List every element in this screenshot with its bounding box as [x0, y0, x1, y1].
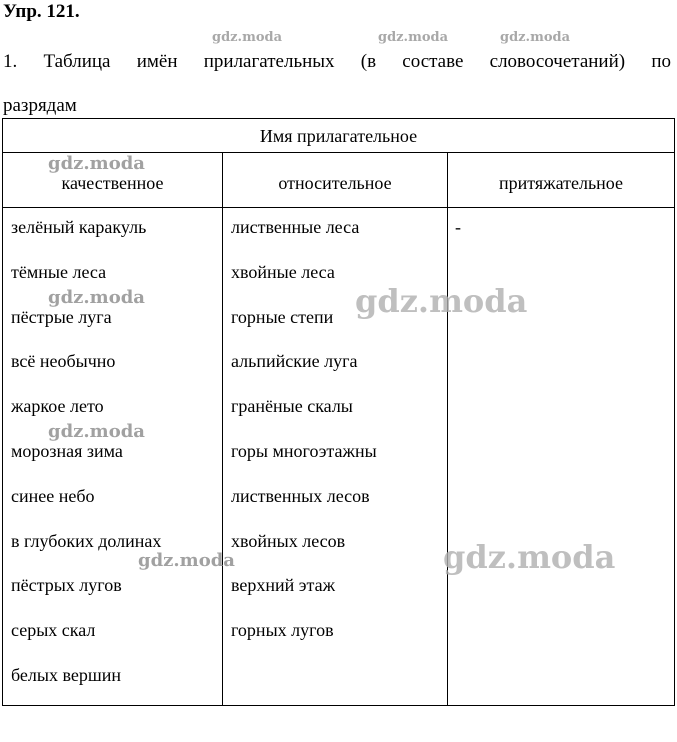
watermark: gdz.moda — [48, 421, 145, 442]
table-cell: горные степи — [231, 306, 334, 327]
watermark: gdz.moda — [378, 30, 449, 45]
table-cell: альпийские луга — [231, 351, 358, 372]
table-cell: зелёный каракуль — [11, 217, 147, 237]
watermark: gdz.moda — [48, 153, 145, 174]
intro-line-2: разрядам — [3, 95, 77, 116]
header-relative: относительное — [278, 173, 392, 193]
table-cell: всё необычно — [11, 351, 116, 372]
table-cell: белых вершин — [11, 665, 121, 685]
intro-line-1: 1. Таблица имён прилагательных (в составе словосочетаний) по — [3, 51, 671, 72]
table-cell: горных лугов — [231, 620, 334, 641]
header-qualitative: качественное — [61, 173, 164, 193]
table-cell: жаркое лето — [11, 396, 104, 417]
exercise-heading: Упр. 121. — [3, 1, 80, 22]
watermark: gdz.moda — [500, 30, 571, 45]
table-cell: пёстрых лугов — [11, 575, 122, 596]
table-cell: хвойные леса — [231, 261, 335, 282]
table-divider-header — [3, 207, 674, 208]
table-cell: пёстрые луга — [11, 306, 112, 327]
table-column-divider-2 — [447, 152, 448, 705]
table-cell: синее небо — [11, 485, 95, 506]
header-possessive: притяжательное — [498, 173, 624, 193]
table-cell: лиственные леса — [231, 217, 360, 237]
table-column-divider-1 — [222, 152, 223, 705]
watermark: gdz.moda — [443, 538, 616, 576]
adjectives-table — [2, 118, 675, 706]
table-cell: горы многоэтажны — [231, 441, 377, 461]
intro-text — [3, 40, 671, 128]
table-cell: морозная зима — [11, 441, 123, 461]
watermark: gdz.moda — [212, 30, 283, 45]
table-cell: серых скал — [11, 620, 96, 641]
table-cell: тёмные леса — [11, 261, 107, 282]
table-cell: лиственных лесов — [231, 485, 370, 506]
table-cell: хвойных лесов — [231, 530, 346, 551]
watermark: gdz.moda — [355, 282, 528, 320]
table-cell: - — [455, 217, 461, 237]
table-cell: гранёные скалы — [231, 396, 353, 417]
watermark: gdz.moda — [138, 550, 235, 571]
table-title: Имя прилагательное — [259, 126, 418, 146]
table-cell: в глубоких долинах — [11, 530, 162, 551]
table-cell: верхний этаж — [231, 575, 336, 596]
watermark: gdz.moda — [48, 287, 145, 308]
